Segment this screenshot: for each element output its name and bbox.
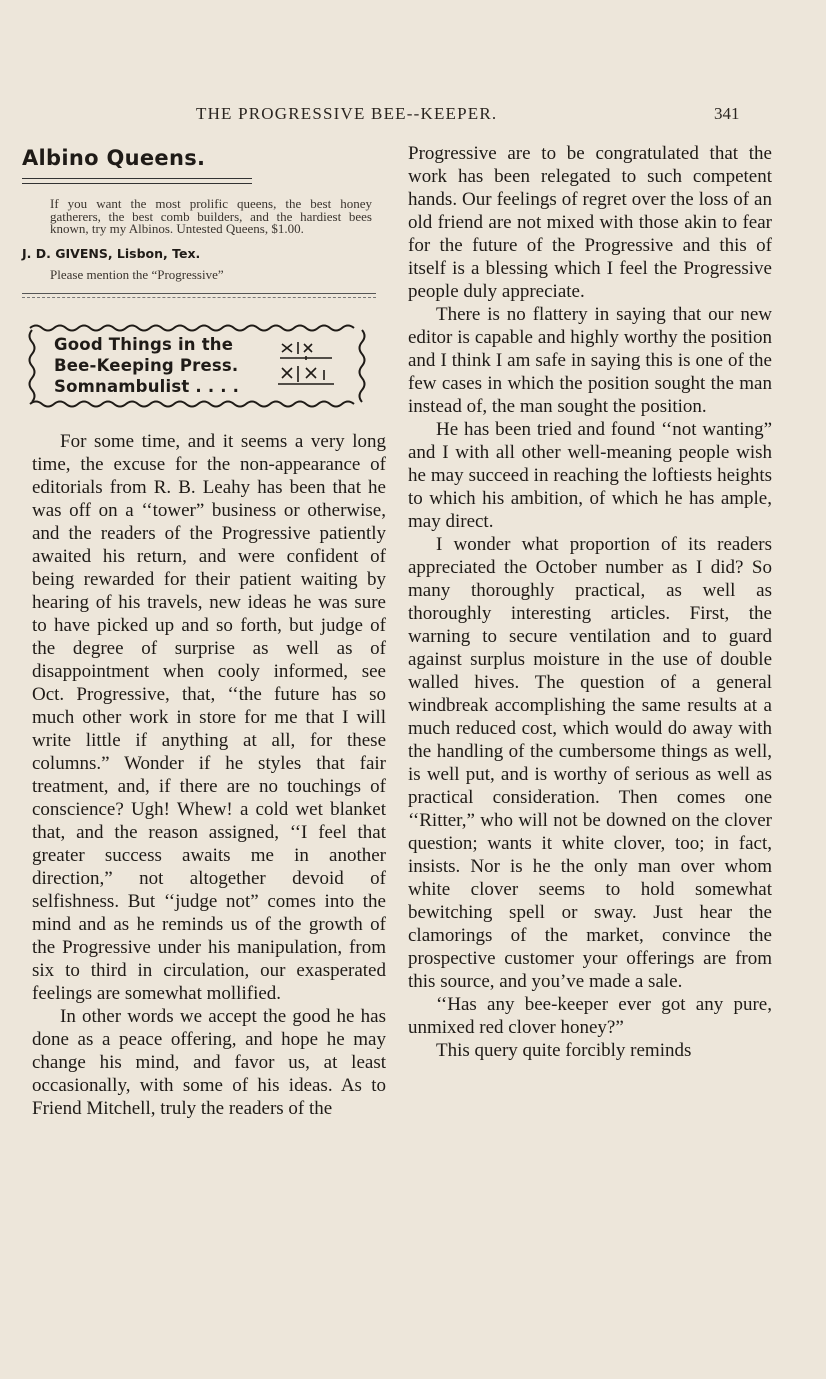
left-column bbox=[22, 142, 386, 1120]
ornament-icon bbox=[276, 336, 336, 396]
box-line-1: Good Things in the bbox=[54, 334, 234, 354]
left-paragraph-1: For some time, and it seems a very long time, the excuse for the non-appearance of editorials from R. B. Leahy has been that he was off on a ‘‘tower” business or otherwise, and the readers of the Progressive patiently awaited his return, and were confident of being rewarded for their patient waiting by hearing of his travels, new ideas he was sure to have picked up and so forth, but judge of the degree of surprise as well as of disappointment when cooly informed, see Oct. Progressive, that, ‘‘the future has so much other work in store for me that I will write little if anything at all, for these columns.” Wonder if he styles that fair treatment, and, if there are no touchings of conscience? Ugh! Whew! a cold wet blanket that, and the reason assigned, ‘‘I feel that greater success awaits me in another direction,” not altogether devoid of selfishness. But ‘‘judge not” comes into the mind and as he reminds us of the growth of the Progressive under his manipulation, from six to third in circulation, our exasperated feelings are somewhat mollified. bbox=[32, 430, 386, 1004]
ad-text: If you want the most prolific queens, the best honey gatherers, the best comb builders, and the hardiest bees known, try my Albinos. Untested Queens, $1.00. bbox=[50, 196, 372, 236]
right-column bbox=[408, 142, 772, 1062]
advertisement bbox=[22, 146, 386, 298]
right-paragraph-2: There is no flattery in saying that our new editor is capable and highly worthy the position and I think I am safe in saying this is one of the few cases in which the position sought the man instead of, the man sought the position. bbox=[408, 304, 772, 417]
ad-note: Please mention the “Progressive” bbox=[50, 266, 224, 282]
left-paragraph-2: In other words we accept the good he has done as a peace offering, and hope he may change his mind, and favor us, at least occasionally, with some of his ideas. As to Friend Mitchell, truly the readers of the bbox=[32, 1005, 386, 1119]
right-paragraph-4: I wonder what proportion of its readers appreciated the October number as I did? So many thoroughly practical, as well as thoroughly interesting articles. First, the warning to secure ventilation and to guard against surplus moisture in the use of double walled hives. The question of a general windbreak accomplishing the same results at a much reduced cost, which would do away with the handling of the cumbersome things as well, is well put, and is worthy of serious as well as practical consideration. Then comes one ‘‘Ritter,” who will not be downed on the clover question; wants it white clover, too; in fact, insists. Nor is he the only man over whom white clover seems to hold somewhat bewitching spell or sway. Just hear the clamorings of the market, convince the prospective customer your offerings are from this source, and you’ve made a sale. bbox=[408, 534, 772, 992]
page-header bbox=[0, 104, 826, 128]
right-paragraph-3: He has been tried and found ‘‘not wanting” and I with all other well-meaning people wish he may succeed in reaching the loftiests heights to which his ambition, of which he has ample, may direct. bbox=[408, 419, 772, 532]
right-paragraph-1: Progressive are to be congratulated that the work has been relegated to such competent hands. Our feelings of regret over the loss of an old friend are not mixed with those akin to fear for the future of the Progressive and this of itself is a blessing which I feel the Progressive people duly appreciate. bbox=[408, 143, 772, 302]
box-line-2: Bee-Keeping Press. bbox=[54, 355, 239, 375]
box-line-3: Somnambulist . . . . bbox=[54, 376, 240, 396]
right-paragraph-5: ‘‘Has any bee-keeper ever got any pure, unmixed red clover honey?” bbox=[408, 994, 772, 1038]
ad-signature: J. D. GIVENS, Lisbon, Tex. bbox=[22, 245, 201, 261]
section-heading-box bbox=[22, 318, 372, 410]
ad-title-rule bbox=[22, 178, 252, 184]
box-heading-text bbox=[54, 334, 239, 397]
ad-title: Albino Queens. bbox=[22, 146, 206, 170]
ad-bottom-rule bbox=[22, 293, 376, 298]
right-paragraph-6: This query quite forcibly reminds bbox=[436, 1040, 692, 1061]
page-number: 341 bbox=[714, 104, 740, 123]
running-title: THE PROGRESSIVE BEE--KEEPER. bbox=[196, 104, 498, 123]
